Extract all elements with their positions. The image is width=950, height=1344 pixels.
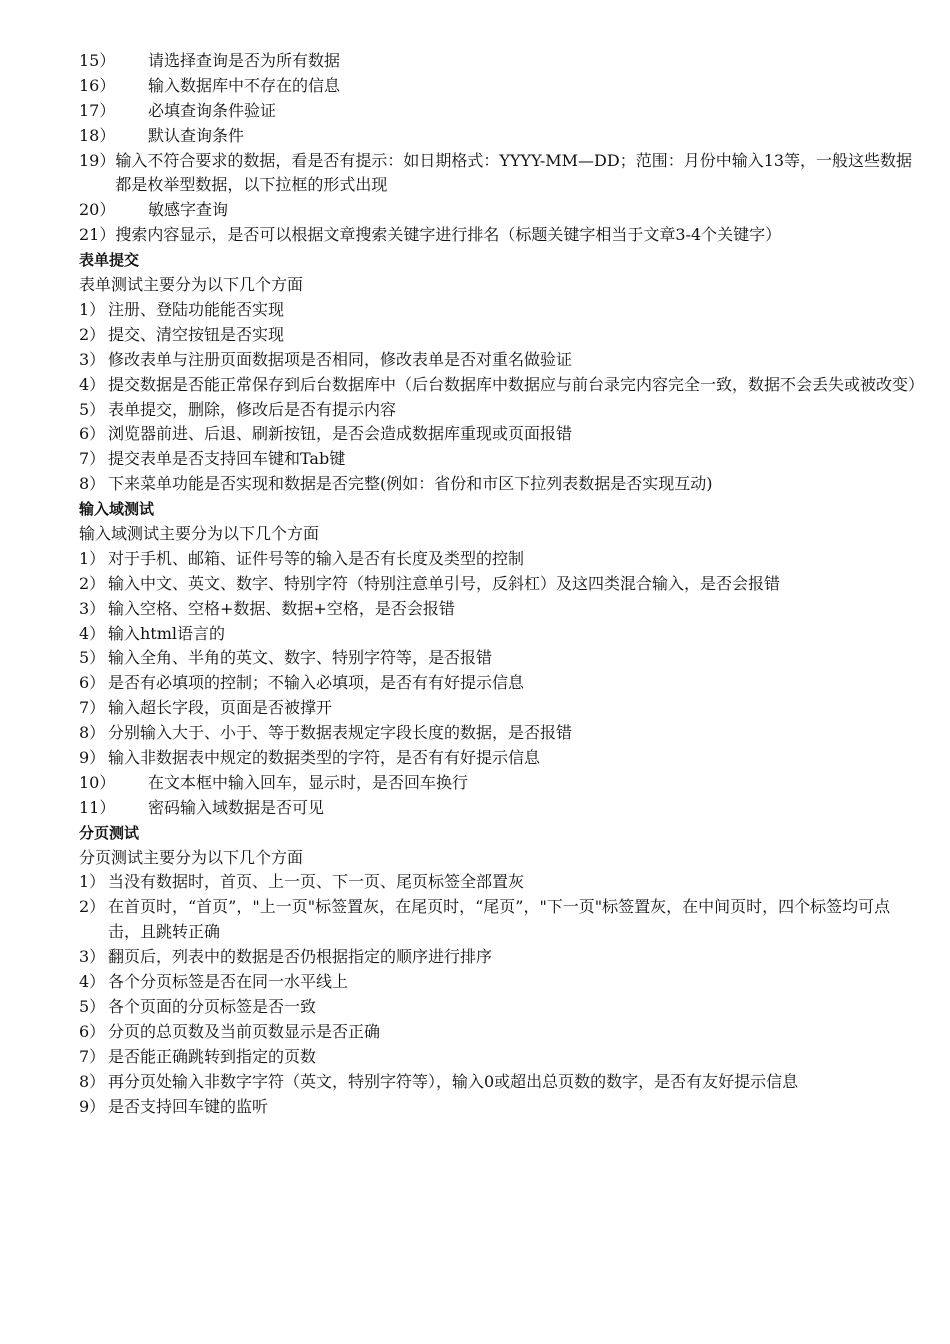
list-item	[79, 1020, 919, 1045]
item-text: 分页的总页数及当前页数显示是否正确	[108, 1021, 381, 1041]
list-item	[79, 99, 919, 124]
item-number: 16）	[79, 75, 116, 95]
item-text: 提交数据是否能正常保存到后台数据库中（后台数据库中数据应与前台录完内容完全一致，数据不会丢失或被改变）	[108, 374, 925, 394]
item-number: 6）	[79, 673, 106, 693]
list-item	[79, 223, 919, 248]
item-number: 15）	[79, 51, 116, 70]
list-item	[79, 1095, 919, 1120]
item-text: 在文本框中输入回车，显示时，是否回车换行	[148, 772, 469, 792]
item-text: 再分页处输入非数字字符（英文，特别字符等），输入0或超出总页数的数字，是否有友好提示信息	[108, 1071, 799, 1091]
list-item	[79, 398, 919, 423]
list-item	[79, 149, 919, 199]
item-number: 19）	[79, 150, 116, 170]
item-number: 8）	[79, 474, 106, 494]
item-number: 1）	[79, 872, 106, 892]
item-number: 4）	[79, 972, 106, 992]
item-text: 搜索内容显示，是否可以根据文章搜索关键字进行排名（标题关键字相当于文章3-4个关键字）	[115, 225, 782, 245]
section-heading-form: 表单提交	[79, 251, 140, 270]
item-text: 输入非数据表中规定的数据类型的字符，是否有有好提示信息	[108, 747, 541, 767]
item-number: 11）	[79, 797, 116, 817]
item-number: 6）	[79, 424, 106, 444]
list-item	[79, 572, 919, 597]
list-item	[79, 796, 919, 821]
item-text: 在首页时，“首页”，"上一页"标签置灰，在尾页时，“尾页”，"下一页"标签置灰，在中间页时，四个标签均可点击，且跳转正确	[108, 897, 891, 942]
item-number: 7）	[79, 1046, 106, 1066]
list-item	[79, 671, 919, 696]
item-text: 修改表单与注册页面数据项是否相同，修改表单是否对重名做验证	[108, 349, 573, 369]
section-heading-paging: 分页测试	[79, 823, 140, 842]
list-item	[79, 124, 919, 149]
list-item	[79, 895, 919, 945]
item-text: 分别输入大于、小于、等于数据表规定字段长度的数据，是否报错	[108, 723, 573, 743]
item-number: 3）	[79, 598, 106, 618]
item-number: 7）	[79, 698, 106, 718]
list-item	[79, 646, 919, 671]
item-text: 是否支持回车键的监听	[108, 1096, 269, 1116]
item-text: 敏感字查询	[148, 200, 229, 220]
section-intro: 输入域测试主要分为以下几个方面	[79, 523, 320, 543]
item-text: 必填查询条件验证	[148, 100, 277, 120]
item-number: 5）	[79, 648, 106, 668]
item-text: 下来菜单功能是否实现和数据是否完整(例如：省份和市区下拉列表数据是否实现互动)	[108, 474, 713, 494]
item-number: 8）	[79, 723, 106, 743]
list-item	[79, 298, 919, 323]
item-number: 17）	[79, 100, 116, 120]
section-intro: 表单测试主要分为以下几个方面	[79, 275, 304, 295]
item-text: 当没有数据时，首页、上一页、下一页、尾页标签全部置灰	[108, 872, 525, 892]
item-text: 输入空格、空格+数据、数据+空格，是否会报错	[108, 598, 455, 618]
item-text: 是否有必填项的控制；不输入必填项，是否有有好提示信息	[108, 673, 525, 693]
document-content	[79, 49, 925, 1119]
item-text: 浏览器前进、后退、刷新按钮，是否会造成数据库重现或页面报错	[108, 424, 573, 444]
item-number: 1）	[79, 548, 106, 568]
list-item	[79, 1045, 919, 1070]
list-item	[79, 323, 919, 348]
list-item	[79, 622, 919, 647]
item-text: 各个分页标签是否在同一水平线上	[108, 972, 349, 992]
item-number: 3）	[79, 947, 106, 967]
item-text: 默认查询条件	[148, 125, 245, 145]
list-item	[79, 1070, 919, 1095]
item-text: 输入数据库中不存在的信息	[148, 75, 341, 95]
list-item	[79, 945, 919, 970]
item-text: 各个页面的分页标签是否一致	[108, 996, 317, 1016]
item-number: 5）	[79, 996, 106, 1016]
list-item	[79, 970, 919, 995]
item-text: 请选择查询是否为所有数据	[148, 51, 341, 70]
item-number: 3）	[79, 349, 106, 369]
item-text: 是否能正确跳转到指定的页数	[108, 1046, 317, 1066]
list-item	[79, 696, 919, 721]
item-text: 表单提交，删除，修改后是否有提示内容	[108, 399, 397, 419]
item-number: 10）	[79, 772, 116, 792]
list-item	[79, 422, 919, 447]
list-item	[79, 746, 919, 771]
item-text: 提交表单是否支持回车键和Tab键	[108, 449, 346, 469]
item-number: 9）	[79, 747, 106, 767]
item-text: 注册、登陆功能能否实现	[108, 299, 285, 319]
list-item	[79, 49, 919, 74]
item-number: 2）	[79, 573, 106, 593]
item-text: 提交、清空按钮是否实现	[108, 324, 285, 344]
list-item	[79, 447, 919, 472]
item-number: 1）	[79, 299, 106, 319]
section-intro: 分页测试主要分为以下几个方面	[79, 847, 304, 867]
item-number: 9）	[79, 1096, 106, 1116]
list-item	[79, 74, 919, 99]
item-text: 输入不符合要求的数据，看是否有提示：如日期格式：YYYY-MM—DD；范围：月份中输入13等，一般这些数据都是枚举型数据，以下拉框的形式出现	[115, 150, 913, 195]
item-number: 2）	[79, 897, 106, 917]
list-item	[79, 597, 919, 622]
item-number: 4）	[79, 374, 106, 394]
list-item	[79, 198, 919, 223]
item-text: 输入中文、英文、数字、特别字符（特别注意单引号，反斜杠）及这四类混合输入，是否会报错	[108, 573, 781, 593]
item-text: 输入超长字段，页面是否被撑开	[108, 698, 333, 718]
item-number: 6）	[79, 1021, 106, 1041]
list-item	[79, 348, 919, 373]
item-text: 翻页后，列表中的数据是否仍根据指定的顺序进行排序	[108, 947, 493, 967]
item-text: 输入全角、半角的英文、数字、特别字符等，是否报错	[108, 648, 493, 668]
item-text: 密码输入域数据是否可见	[148, 797, 325, 817]
item-text: 输入html语言的	[108, 623, 226, 643]
list-item	[79, 721, 919, 746]
item-number: 2）	[79, 324, 106, 344]
list-item	[79, 472, 919, 497]
list-item	[79, 870, 919, 895]
item-number: 5）	[79, 399, 106, 419]
section-heading-input: 输入域测试	[79, 500, 155, 519]
item-number: 4）	[79, 623, 106, 643]
item-text: 对于手机、邮箱、证件号等的输入是否有长度及类型的控制	[108, 548, 525, 568]
list-item	[79, 995, 919, 1020]
item-number: 18）	[79, 125, 116, 145]
item-number: 7）	[79, 449, 106, 469]
item-number: 21）	[79, 225, 116, 245]
item-number: 8）	[79, 1071, 106, 1091]
list-item	[79, 373, 925, 398]
list-item	[79, 771, 919, 796]
item-number: 20）	[79, 200, 116, 220]
list-item	[79, 547, 919, 572]
